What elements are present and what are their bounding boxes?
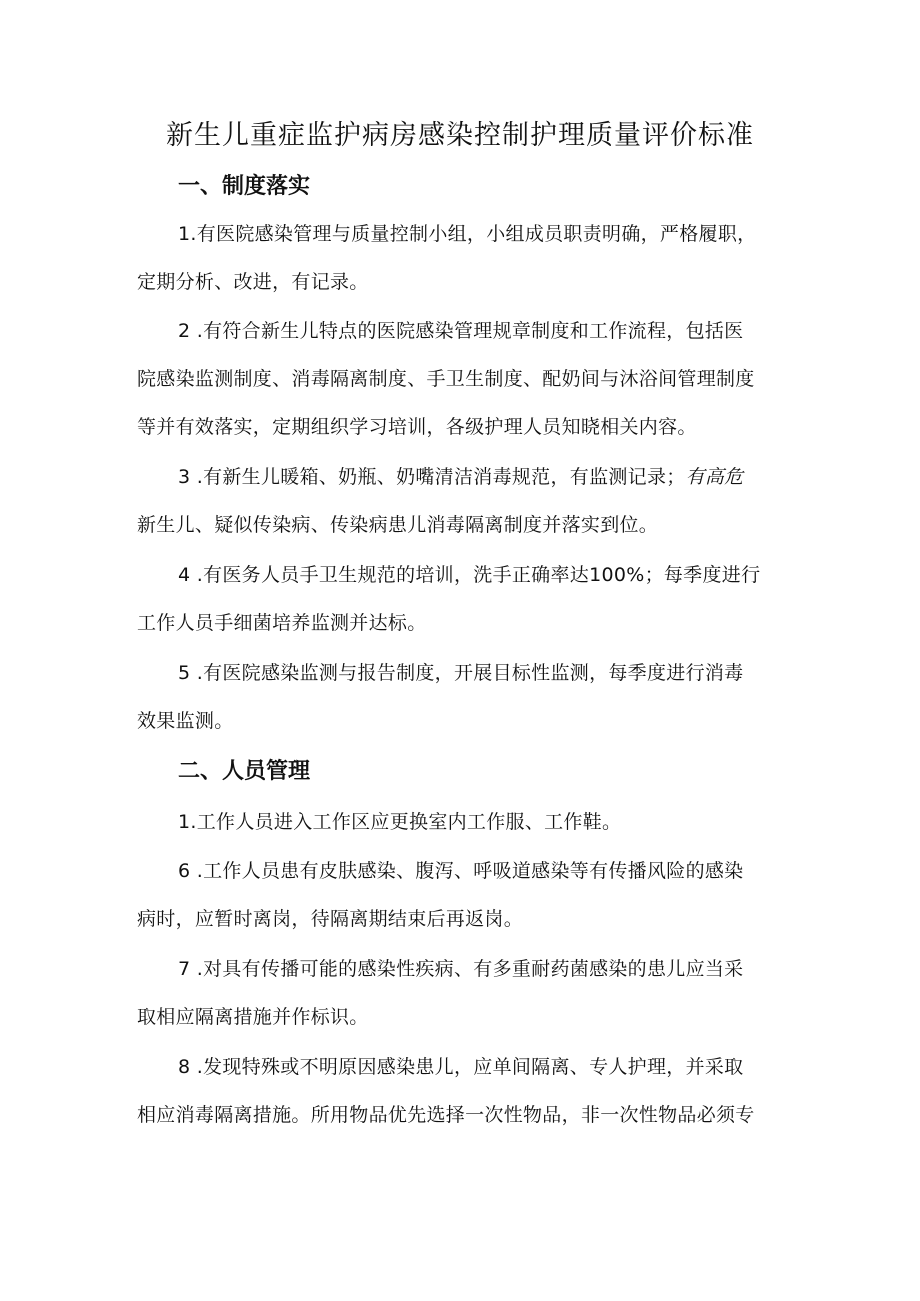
paragraph-line: 病时，应暂时离岗，待隔离期结束后再返岗。 [137,908,524,930]
paragraph-line: 工作人员手细菌培养监测并达标。 [137,612,427,634]
paragraph-line: 定期分析、改进，有记录。 [137,271,369,293]
paragraph-line: 等并有效落实，定期组织学习培训，各级护理人员知晓相关内容。 [137,416,697,438]
paragraph-line: 4 .有医务人员手卫生规范的培训，洗手正确率达100%；每季度进行 [178,564,761,586]
paragraph-line: 5 .有医院感染监测与报告制度，开展目标性监测，每季度进行消毒 [178,662,744,684]
paragraph-line: 相应消毒隔离措施。所用物品优先选择一次性物品，非一次性物品必须专 [137,1104,755,1126]
section-heading-1: 一、制度落实 [178,174,311,199]
paragraph-line: 1.有医院感染管理与质量控制小组，小组成员职责明确，严格履职， [178,223,757,245]
paragraph-line: 8 .发现特殊或不明原因感染患儿，应单间隔离、专人护理，并采取 [178,1056,744,1078]
paragraph-line: 2 .有符合新生儿特点的医院感染管理规章制度和工作流程，包括医 [178,320,744,342]
document-title: 新生儿重症监护病房感染控制护理质量评价标准 [166,120,754,151]
paragraph-line: 6 .工作人员患有皮肤感染、腹泻、呼吸道感染等有传播风险的感染 [178,860,744,882]
paragraph-line [178,462,743,492]
paragraph-line: 效果监测。 [137,710,234,732]
paragraph-line: 7 .对具有传播可能的感染性疾病、有多重耐药菌感染的患儿应当采 [178,958,744,980]
paragraph-line: 新生儿、疑似传染病、传染病患儿消毒隔离制度并落实到位。 [137,514,659,536]
paragraph-line: 院感染监测制度、消毒隔离制度、手卫生制度、配奶间与沐浴间管理制度 [137,368,755,390]
paragraph-line: 1.工作人员进入工作区应更换室内工作服、工作鞋。 [178,811,622,833]
paragraph-text-italic: 有高危 [685,466,744,488]
paragraph-text: 3 .有新生儿暖箱、奶瓶、奶嘴清洁消毒规范，有监测记录； [178,466,686,488]
paragraph-line: 取相应隔离措施并作标识。 [137,1006,369,1028]
section-heading-2: 二、人员管理 [178,759,311,784]
